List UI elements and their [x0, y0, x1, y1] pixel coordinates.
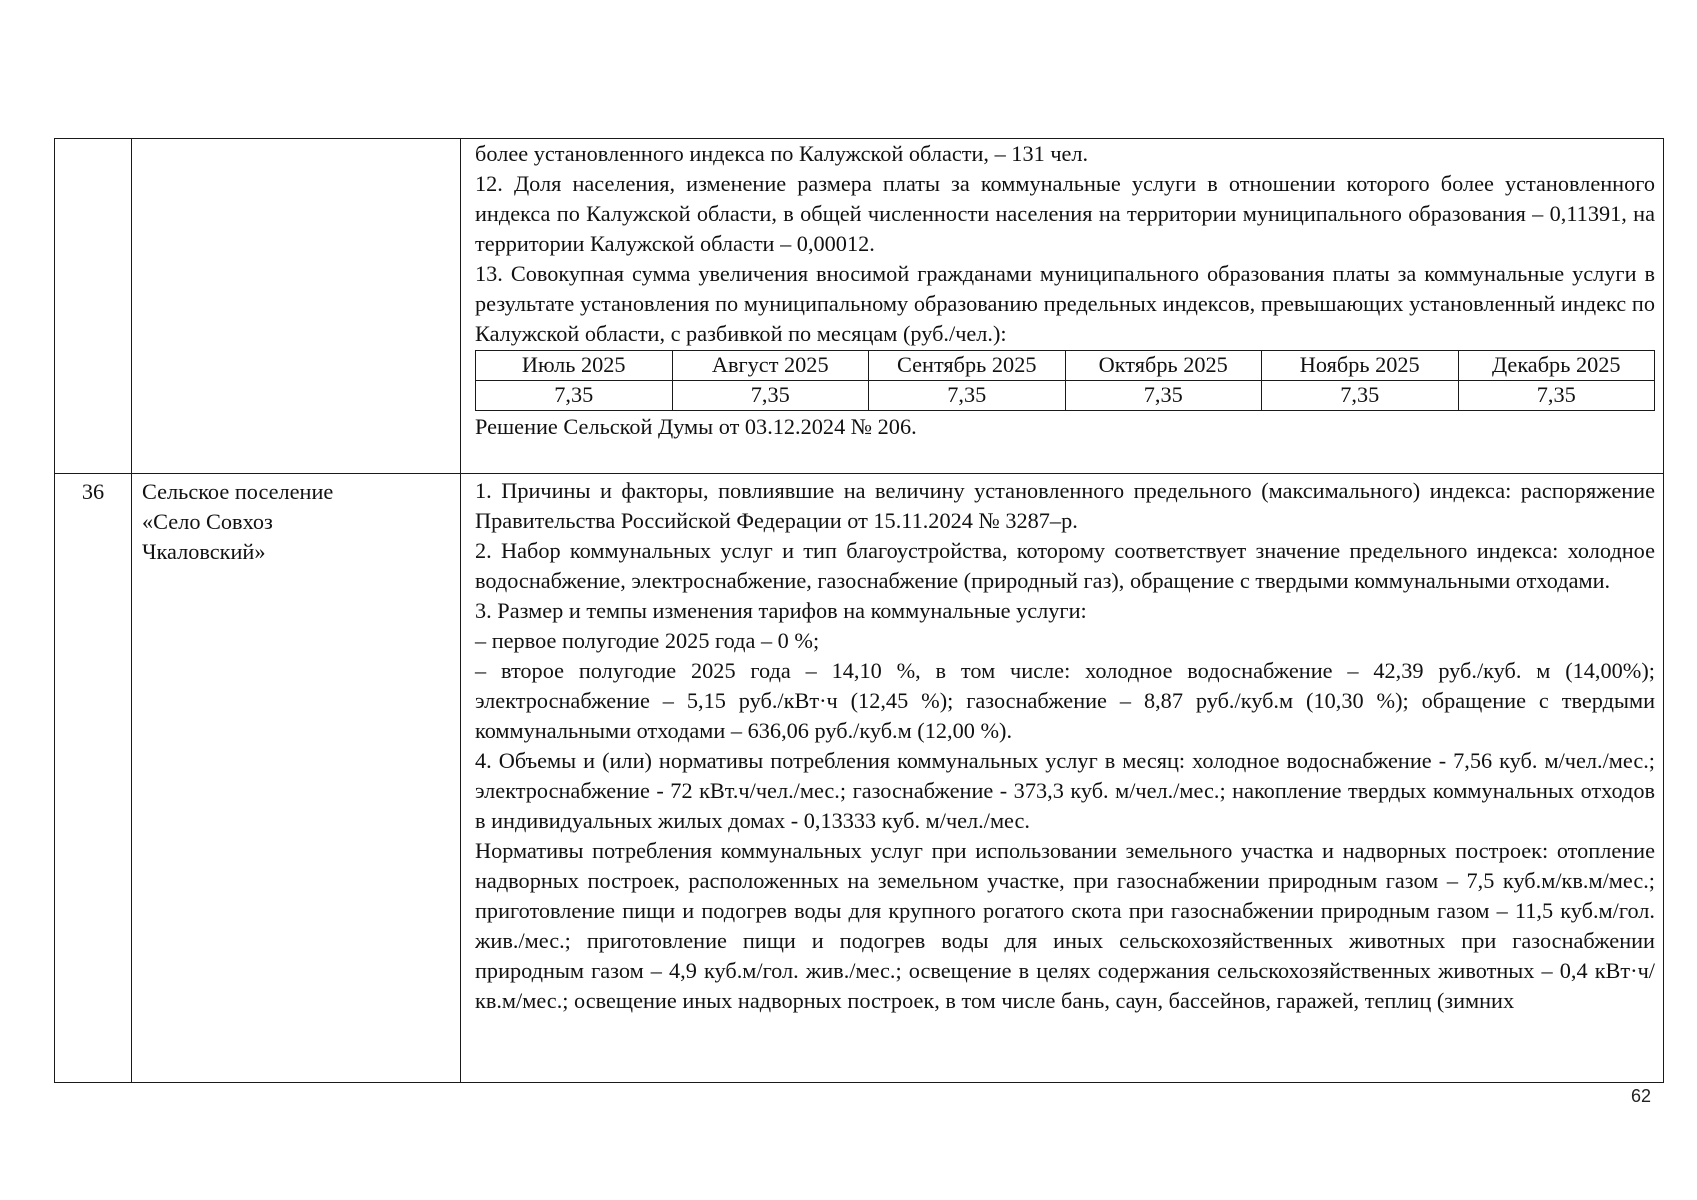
description-cell	[461, 474, 1664, 1083]
municipality-name-cell	[132, 139, 461, 474]
month-header: Декабрь 2025	[1458, 351, 1655, 381]
paragraph: 3. Размер и темпы изменения тарифов на коммунальные услуги:	[475, 598, 1087, 623]
paragraph: 1. Причины и факторы, повлиявшие на величину установленного предельного (максимального) индекса: распоряжение Правительства Российской Федерации от 15.11.2024 № 3287–р.	[475, 478, 1655, 533]
decision-reference: Решение Сельской Думы от 03.12.2024 № 206.	[475, 414, 917, 439]
municipality-name-line: Чкаловский»	[142, 539, 266, 564]
paragraph: 13. Совокупная сумма увеличения вносимой гражданами муниципального образования платы за коммунальные услуги в результате установления по муниципальному образованию предельных индексов, превышающих установленный индекс по Калужской области, с разбивкой по месяцам (руб./чел.):	[475, 261, 1655, 346]
description-text	[461, 474, 1663, 1016]
paragraph: более установленного индекса по Калужской области, – 131 чел.	[475, 141, 1089, 166]
month-header: Август 2025	[672, 351, 869, 381]
page-number: 62	[1630, 1086, 1651, 1106]
description-text	[461, 139, 1663, 442]
regulation-table	[54, 138, 1664, 1083]
table-row-continuation	[55, 139, 1664, 474]
month-value: 7,35	[1065, 381, 1262, 411]
paragraph: 4. Объемы и (или) нормативы потребления коммунальных услуг в месяц: холодное водоснабжение - 7,56 куб. м/чел./мес.; электроснабжение - 72 кВт.ч/чел./мес.; газоснабжение - 373,3 куб. м/чел./мес.; накопление твердых коммунальных отходов в индивидуальных жилых домах - 0,13333 куб. м/чел./мес.	[475, 748, 1655, 833]
row-number-cell	[55, 139, 132, 474]
paragraph: – второе полугодие 2025 года – 14,10 %, в том числе: холодное водоснабжение – 42,39 руб./куб. м (14,00%); электроснабжение – 5,15 руб./кВт·ч (12,45 %); газоснабжение – 8,87 руб./куб.м (10,30 %); обращение с твердыми коммунальными отходами – 636,06 руб./куб.м (12,00 %).	[475, 658, 1655, 743]
table-row-36	[55, 474, 1664, 1083]
month-header: Ноябрь 2025	[1262, 351, 1459, 381]
municipality-name-line: «Село Совхоз	[142, 509, 273, 534]
month-header: Октябрь 2025	[1065, 351, 1262, 381]
month-value: 7,35	[1458, 381, 1655, 411]
month-header: Сентябрь 2025	[869, 351, 1066, 381]
month-header-row	[476, 351, 1655, 381]
paragraph: 2. Набор коммунальных услуг и тип благоустройства, которому соответствует значение предельного индекса: холодное водоснабжение, электроснабжение, газоснабжение (природный газ), обращение с твердыми коммунальными отходами.	[475, 538, 1655, 593]
monthly-increase-table	[475, 350, 1655, 411]
paragraph: 12. Доля населения, изменение размера платы за коммунальные услуги в отношении которого более установленного индекса по Калужской области, в общей численности населения на территории муниципального образования – 0,11391, на территории Калужской области – 0,00012.	[475, 171, 1655, 256]
month-value: 7,35	[1262, 381, 1459, 411]
row-number: 36	[81, 479, 105, 504]
municipality-name	[132, 474, 460, 567]
paragraph: Нормативы потребления коммунальных услуг при использовании земельного участка и надворных построек: отопление надворных построек, расположенных на земельном участке, при газоснабжении природным газом – 7,5 куб.м/кв.м/мес.; приготовление пищи и подогрев воды для крупного рогатого скота при газоснабжении природным газом – 11,5 куб.м/гол. жив./мес.; приготовление пищи и подогрев воды для иных сельскохозяйственных животных при газоснабжении природным газом – 4,9 куб.м/гол. жив./мес.; освещение в целях содержания сельскохозяйственных животных – 0,4 кВт·ч/кв.м/мес.; освещение иных надворных построек, в том числе бань, саун, бассейнов, гаражей, теплиц (зимних	[475, 838, 1655, 1013]
municipality-name-cell	[132, 474, 461, 1083]
month-value: 7,35	[672, 381, 869, 411]
month-value: 7,35	[869, 381, 1066, 411]
description-cell	[461, 139, 1664, 474]
paragraph: – первое полугодие 2025 года – 0 %;	[475, 628, 820, 653]
municipality-name-line: Сельское поселение	[142, 479, 334, 504]
month-value: 7,35	[476, 381, 673, 411]
month-value-row	[476, 381, 1655, 411]
month-header: Июль 2025	[476, 351, 673, 381]
row-number-cell	[55, 474, 132, 1083]
